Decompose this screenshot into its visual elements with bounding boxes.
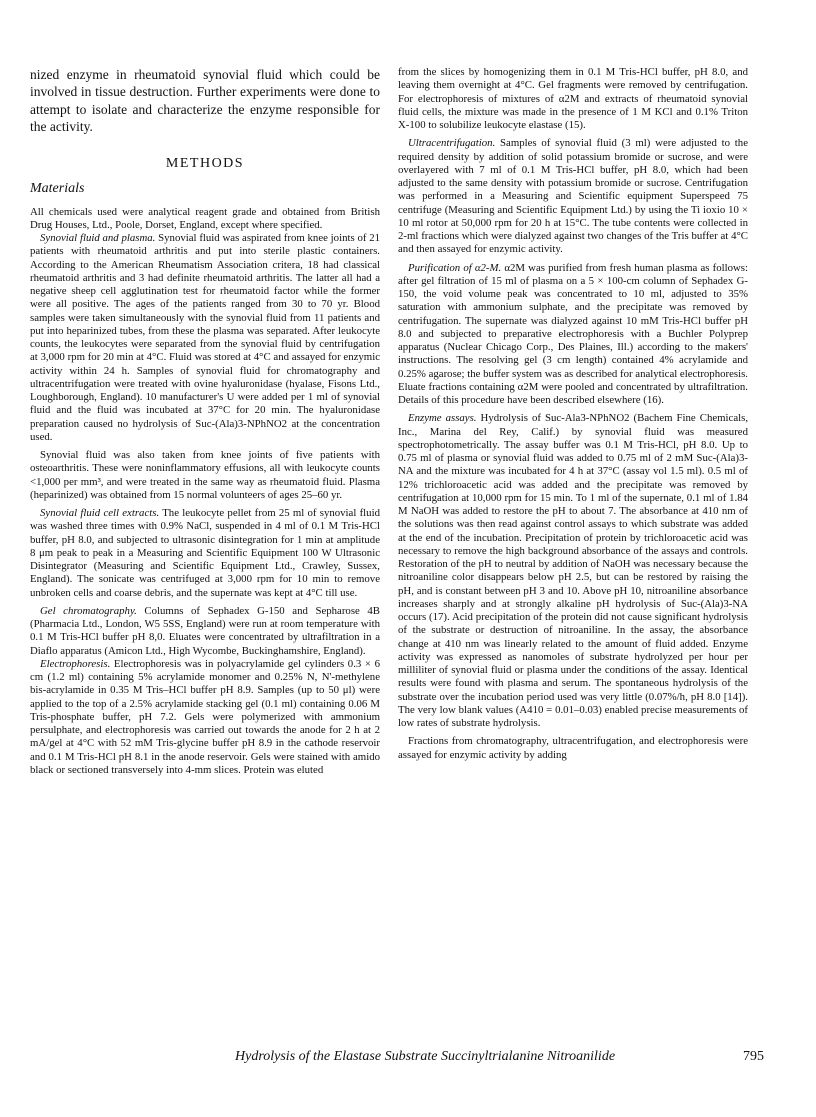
synovial-fluid-text: Synovial fluid was aspirated from knee joints of 21 patients with rheumatoid arthritis and put into sterile plastic containers. According to the American Rheumatism Association critera, 18 had classical rheumatoid arthritis and 3 had definite rheumatoid arthritis. The latter all had a negative sheep cell agglutination test for rheumatoid factor while the former were all positive. The ages of the patients ranged from 30 to 70 yr. Blood samples were taken simultaneously with the synovial fluid from 11 patients and put into heparinized tubes, from these the plasma was separated. After leukocyte counts, the leukocytes were separated from the synovial fluid by centrifugation at 3,000 rpm for 20 min at 4°C. Fluid was stored at 4°C and assayed for enzymic activity within 24 h. Samples of synovial fluid for chromatography and ultracentrifugation were treated with ovine hyaluronidase (hyalase, Fisons Ltd., Loughborough, England). 10 manufacturer's U were added per 1 ml of synovial fluid and the fluid was incubated at 37°C for 20 min. The hyaluronidase preparation caused no hydrolysis of Suc-(Ala)3-NPhNO2 at the concentration used.	[30, 232, 381, 443]
osteoarthritis-paragraph: Synovial fluid was also taken from knee joints of five patients with osteoarthritis. These were noninflammatory effusions, all with leukocyte counts <1,000 per mm³, and were treated in the same way as rheumatoid fluid. Plasma (heparinized) was obtained from 15 normal volunteers of ages 25–60 yr.	[30, 449, 380, 501]
left-column	[30, 66, 380, 777]
electrophoresis-continued-paragraph: from the slices by homogenizing them in 0.1 M Tris-HCl buffer, pH 8.0, and leaving them overnight at 4°C. Gel fragments were removed by centrifugation. For electrophoresis of mixtures of α2M and extracts of rheumatoid synovial fluid cells, the mixture was made in the presence of 1 M KCl and 0.1% Triton X-100 to solubilize leukocyte elastase (15).	[398, 66, 748, 131]
ultracentrifugation-heading: Ultracentrifugation.	[408, 137, 496, 150]
gel-chromatography-text: Columns of Sephadex G-150 and Sepharose 4B (Pharmacia Ltd., London, W5 5SS, England) were run at room temperature with 0.1 M Tris-HCl buffer pH 8,0. Eluates were concentrated by ultrafiltration in a Diaflo apparatus (Amicon Ltd., High Wycombe, Buckinghamshire, England).	[30, 604, 380, 657]
page-footer	[0, 1049, 816, 1069]
enzyme-assays-heading: Enzyme assays.	[408, 412, 477, 425]
fractions-paragraph: Fractions from chromatography, ultracentrifugation, and electrophoresis were assayed for enzymic activity by adding	[398, 735, 748, 761]
enzyme-assays-paragraph	[398, 412, 748, 730]
purification-heading: Purification of α2-M.	[408, 261, 502, 274]
synovial-fluid-heading: Synovial fluid and plasma.	[40, 232, 156, 245]
ultracentrifugation-paragraph	[398, 137, 748, 256]
cell-extracts-paragraph	[30, 507, 380, 600]
gel-chromatography-paragraph	[30, 605, 380, 658]
materials-paragraph: All chemicals used were analytical reagent grade and obtained from British Drug Houses, Ltd., Poole, Dorset, England, except where specified.	[30, 205, 380, 231]
enzyme-assays-text: Hydrolysis of Suc-Ala3-NPhNO2 (Bachem Fine Chemicals, Inc., Marina del Rey, Calif.) by synovial fluid was measured spectrophotometrically. The assay buffer was 0.1 M Tris-HCl, pH 8.0. Up to 0.75 ml of plasma or synovial fluid was added to 0.75 ml of 2 mM Suc-(Ala)3-NA and the mixture was incubated for 4 h at 37°C (assay vol 1.5 ml). 0.5 ml of 12% trichloroacetic acid was added and the precipitate was removed by centrifugation at 10,000 rpm for 15 min. To 1 ml of the supernate, 0.1 ml of 1.84 M NaOH was added to restore the pH to about 7. The absorbance at 410 nm of the solutions was then read against control assays to which substrate was added at the end of the incubation. Precipitation of protein by trichloroacetic acid was necessary to remove the high background absorbance of the assays and controls. Restoration of the pH to neutral by addition of NaOH was necessary because the nitroaniline color disappears below pH 2.5, but can be restored by raising the pH, and is constant between pH 3 and 10. Above pH 10, nitroaniline absorbance increases sharply and at strongly alkaline pH hydrolysis of Suc-(Ala)3-NA occurs (17). Acid precipitation of the protein did not cause significant hydrolysis of the substrate or destruction of nitroaniline. In the assay, the absorbance change at 410 nm was linearly related to the amount of fluid added. Enzyme activity was expressed as nanomoles of substrate hydrolyzed per hour per milliliter of synovial fluid or plasma under the conditions of the assay. Identical results were found with plasma and serum. The spontaneous hydrolysis of the substrate over the incubation period used was very little (0.07%/h, pH 8.0 [14]). The very low blank values (A410 = 0.01–0.03) enabled precise measurements of low rates of substrate hydrolysis.	[398, 412, 749, 729]
electrophoresis-text: Electrophoresis was in polyacrylamide gel cylinders 0.3 × 6 cm (1.2 ml) containing 5% acrylamide monomer and 0.25% N, N'-methylene bis-acrylamide in 0.35 M Tris–HCl buffer pH 8.9. Samples (up to 50 μl) were applied to the top of a 2.5% acrylamide stacking gel (0.1 ml) containing 0.06 M Tris-phosphate buffer, pH 7.2. Gels were polymerized with ammonium persulphate, and electrophoresis was carried out towards the anode for 2 h at 2 mA/gel at 4°C with 52 mM Tris-glycine buffer pH 8.9 in the cathode reservoir and 0.1 M Tris-HCl pH 8.1 in the anode reservoir. Gels were stained with amido black or sectioned transversely into 4-mm slices. Protein was eluted	[30, 657, 380, 776]
cell-extracts-text: The leukocyte pellet from 25 ml of synovial fluid was washed three times with 0.9% NaCl, suspended in 4 ml of 0.1 M Tris-HCl buffer, pH 8.0, and subjected to ultrasonic disintegration for 1 min at amplitude 8 μm peak to peak in a Measuring and Scientific Equipment 100 W Ultrasonic Disintegrator (Measuring and Scientific Equipment Ltd., Crawley, Sussex, England). The sonicate was centrifuged at 3,000 rpm for 10 min to remove unbroken cells and coarse debris, and the supernate was kept at 4°C till use.	[30, 507, 380, 599]
electrophoresis-heading: Electrophoresis.	[40, 657, 111, 670]
purification-text: α2M was purified from fresh human plasma as follows: after gel filtration of 15 ml of plasma on a 5 × 100-cm column of Sephadex G-150, the void volume peak was concentrated to 10 ml, adjusted to 35% saturation with ammonium sulphate, and the precipitate was removed by centrifugation. The supernate was dialyzed against 10 mM Tris-HCl buffer pH 8.0 and subjected to preparative electrophoresis with a Buchler Polyprep apparatus (Nuclear Chicago Corp., Des Plaines, Ill.) according to the makers' instructions. The resolving gel (3 cm length) contained 4% acrylamide and 0.25% agarose; the buffer system was as described for analytical electrophoresis. Eluate fractions containing α2M were pooled and concentrated by ultrafiltration. Details of this procedure have been described elsewhere (16).	[398, 261, 748, 406]
page-number: 795	[743, 1049, 764, 1064]
section-heading-methods: METHODS	[165, 156, 245, 172]
ultracentrifugation-text: Samples of synovial fluid (3 ml) were adjusted to the required density by addition of solid potassium bromide or sucrose, and were overlayered with 7 ml of 0.1 M Tris-HCl buffer, pH 8.0, which had been adjusted to the same density with potassium bromide or sucrose. Centrifugation was performed in a Measuring and Scientific equipment Superspeed 75 centrifuge (Measuring and Scientific Equipment Ltd.) by using the Ti ioxio 10 × 10 ml rotor at 50,000 rpm for 20 h at 15°C. The tube contents were collected in 2-ml fractions which were dialyzed against two changes of the Tris buffer at 4°C and then assayed for enzymic activity.	[398, 137, 748, 256]
purification-paragraph	[398, 262, 748, 408]
subsection-heading-materials: Materials	[30, 181, 85, 197]
running-title: Hydrolysis of the Elastase Substrate Succinyltrialanine Nitroanilide	[235, 1049, 616, 1064]
right-column	[398, 66, 748, 762]
electrophoresis-paragraph	[30, 658, 380, 777]
synovial-fluid-paragraph	[30, 232, 380, 444]
cell-extracts-heading: Synovial fluid cell extracts.	[40, 507, 160, 520]
gel-chromatography-heading: Gel chromatography.	[40, 604, 137, 617]
intro-paragraph: nized enzyme in rheumatoid synovial fluid which could be involved in tissue destruction. Further experiments were done to attempt to isolate and characterize the enzyme responsible for the activity.	[30, 67, 380, 134]
